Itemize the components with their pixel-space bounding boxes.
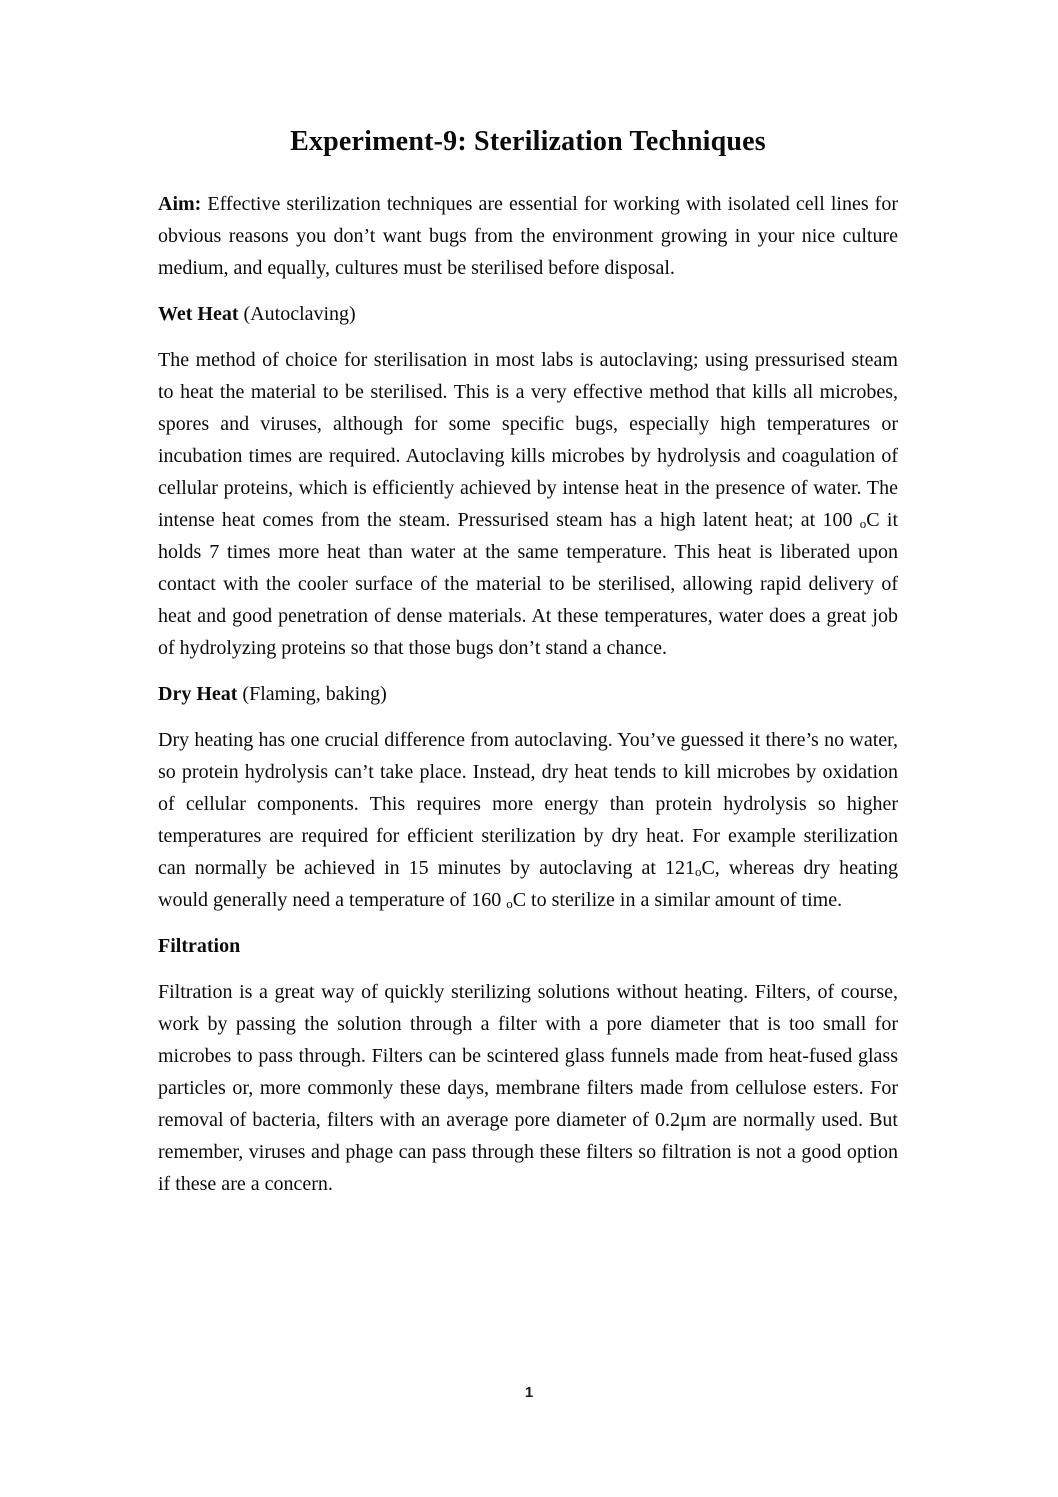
document-title: Experiment-9: Sterilization Techniques bbox=[290, 126, 766, 157]
bold-run: Wet Heat bbox=[158, 303, 239, 325]
bold-run: Aim: bbox=[158, 193, 202, 215]
section-aim bbox=[158, 188, 898, 284]
subscript-run: o bbox=[859, 516, 867, 531]
text-run: Filtration is a great way of quickly sterilizing solutions without heating. Filters, of course, work by passing the solution through a filter with a pore diameter that is too small for microbes to pass through. Filters can be scintered glass funnels made from heat-fused glass particles or, more commonly these days, membrane filters made from cellulose esters. For removal of bacteria, filters with an average pore diameter of 0.2μm are normally used. But remember, viruses and phage can pass through these filters so filtration is not a good option if these are a concern. bbox=[158, 981, 898, 1195]
text-run: C, whereas dry heating would generally need a temperature of 160 bbox=[158, 857, 898, 911]
page-number: 1 bbox=[524, 1384, 534, 1401]
wet-heat-paragraph bbox=[158, 344, 898, 664]
subscript-run: o bbox=[694, 864, 702, 879]
section-dry-heat bbox=[158, 678, 898, 916]
bold-run: Filtration bbox=[158, 935, 241, 957]
text-run: Dry heating has one crucial difference from autoclaving. You’ve guessed it there’s no water, so protein hydrolysis can’t take place. Instead, dry heat tends to kill microbes by oxidation of cellular components. This requires more energy than protein hydrolysis so higher temperatures are required for efficient sterilization by dry heat. For example sterilization can normally be achieved in 15 minutes by autoclaving at 121 bbox=[158, 729, 898, 879]
dry-heat-heading bbox=[158, 678, 898, 710]
aim-paragraph bbox=[158, 188, 898, 284]
filtration-paragraph bbox=[158, 976, 898, 1200]
text-run: (Autoclaving) bbox=[238, 303, 356, 325]
section-filtration bbox=[158, 930, 898, 1200]
dry-heat-paragraph bbox=[158, 724, 898, 916]
text-run: The method of choice for sterilisation in most labs is autoclaving; using pressurised steam to heat the material to be sterilised. This is a very effective method that kills all microbes, spores and viruses, although for some specific bugs, especially high temperatures or incubation times are required. Autoclaving kills microbes by hydrolysis and coagulation of cellular proteins, which is efficiently achieved by intense heat in the presence of water. The intense heat comes from the steam. Pressurised steam has a high latent heat; at 100 bbox=[158, 349, 898, 531]
wet-heat-heading bbox=[158, 298, 898, 330]
text-run: C it holds 7 times more heat than water at the same temperature. This heat is liberated upon contact with the cooler surface of the material to be sterilised, allowing rapid delivery of heat and good penetration of dense materials. At these temperatures, water does a great job of hydrolyzing proteins so that those bugs don’t stand a chance. bbox=[158, 509, 898, 659]
text-run: C to sterilize in a similar amount of time. bbox=[512, 889, 843, 911]
text-run: Effective sterilization techniques are essential for working with isolated cell lines for obvious reasons you don’t want bugs from the environment growing in your nice culture medium, and equally, cultures must be sterilised before disposal. bbox=[158, 193, 898, 279]
bold-run: Dry Heat bbox=[158, 683, 238, 705]
filtration-heading bbox=[158, 930, 898, 962]
text-run: (Flaming, baking) bbox=[237, 683, 387, 705]
section-wet-heat bbox=[158, 298, 898, 664]
subscript-run: o bbox=[506, 896, 513, 911]
